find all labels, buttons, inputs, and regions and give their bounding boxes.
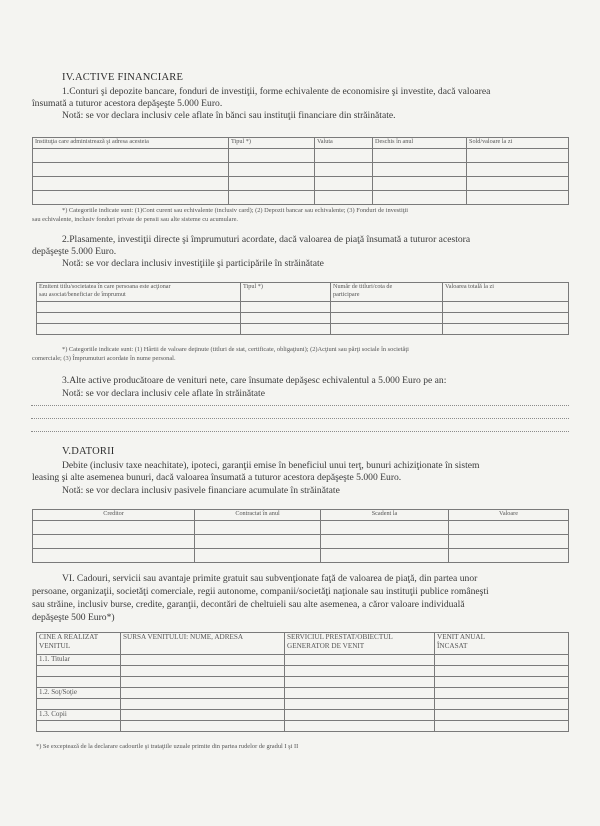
header-line: VENITUL <box>39 642 71 650</box>
row-label-spouse: 1.2. Soţ/Soţie <box>37 688 121 699</box>
table-row <box>37 666 569 677</box>
row-label-children: 1.3. Copii <box>37 710 121 721</box>
section-4-paragraph-3-note: Notă: se vor declara inclusiv cele aflate în străinătate <box>62 388 265 399</box>
header-line: GENERATOR DE VENIT <box>287 642 365 650</box>
table-header-value: Valoarea totală la zi <box>443 283 569 302</box>
header-line: ÎNCASAT <box>437 642 468 650</box>
table-header: Creditor <box>33 510 195 521</box>
table-header: Sold/valoare la zi <box>467 138 569 149</box>
debts-table <box>32 509 569 563</box>
table-header-type: Tipul *) <box>241 283 331 302</box>
section-6-line-2: persoane, organizaţii, societăţi comerciale, regii autonome, companii/societăţi naţionale sau instituţii publice româneşti <box>32 586 489 597</box>
section-5-note: Notă: se vor declara inclusiv pasivele financiare acumulate în străinătate <box>62 485 340 496</box>
section-4-paragraph-2-note: Notă: se vor declara inclusiv investiţiile şi participările în străinătate <box>62 258 324 269</box>
section-5-line-1: Debite (inclusiv taxe neachitate), ipoteci, garanţii emise în beneficiul unui terţ, bunuri achiziţionate în sistem <box>62 460 480 471</box>
section-4-heading: IV.ACTIVE FINANCIARE <box>62 72 184 83</box>
header-line: Număr de titluri/cota de <box>333 283 393 290</box>
header-line: participare <box>333 290 360 298</box>
dotted-fill-line <box>31 418 569 419</box>
table-header: Deschis în anul <box>373 138 467 149</box>
header-line: SERVICIUL PRESTAT/OBIECTUL <box>287 633 393 641</box>
table-row <box>33 177 569 191</box>
table-header-income <box>435 633 569 655</box>
dotted-fill-line <box>31 431 569 432</box>
table-header-recipient <box>37 633 121 655</box>
table-row <box>37 699 569 710</box>
table-row <box>33 163 569 177</box>
table-row <box>37 302 569 313</box>
bank-accounts-table <box>32 137 569 205</box>
table-header: Valoare <box>449 510 569 521</box>
table-row <box>33 149 569 163</box>
section-5-heading: V.DATORII <box>62 446 115 457</box>
section-4-paragraph-1-note: Notă: se vor declara inclusiv cele aflate în bănci sau instituţii financiare din străinătate. <box>62 110 396 121</box>
table-row <box>37 313 569 324</box>
table-header-issuer <box>37 283 241 302</box>
row-label-titular: 1.1. Titular <box>37 655 121 666</box>
table-2-footnote-line-2: comerciale; (3) Împrumuturi acordate în nume personal. <box>32 355 176 362</box>
table-2-footnote-line-1: *) Categoriile indicate sunt: (1) Hârtii de valoare deţinute (titluri de stat, certificate, obligaţiuni); (2)Acţiuni sau părţi sociale în societăţi <box>62 346 409 353</box>
section-4-paragraph-1-line-1: 1.Conturi şi depozite bancare, fonduri de investiţii, forme echivalente de economisire şi investite, dacă valoarea <box>62 86 491 97</box>
table-header-shares <box>331 283 443 302</box>
table-row <box>33 191 569 205</box>
table-row <box>33 535 569 549</box>
table-header: Tipul *) <box>229 138 315 149</box>
table-row <box>37 710 569 721</box>
table-row <box>37 721 569 732</box>
table-row <box>33 521 569 535</box>
section-4-paragraph-2-line-1: 2.Plasamente, investiţii directe şi împrumuturi acordate, dacă valoarea de piaţă însumată a tuturor acestora <box>62 234 471 245</box>
table-row <box>33 549 569 563</box>
table-header-source: SURSA VENITULUI: NUME, ADRESA <box>121 633 285 655</box>
header-line: Emitent titlu/societatea în care persoana este acţionar <box>39 283 171 290</box>
header-line: sau asociat/beneficiar de împrumut <box>39 290 126 298</box>
section-6-line-3: sau străine, inclusiv burse, credite, garanţii, decontări de cheltuieli sau alte asemenea, a căror valoare individuală <box>32 599 465 610</box>
section-6-line-4: depăşeşte 500 Euro*) <box>32 612 115 623</box>
table-row <box>37 677 569 688</box>
table-header: Contractat în anul <box>195 510 321 521</box>
table-header: Valuta <box>315 138 373 149</box>
section-5-line-2: leasing şi alte asemenea bunuri, dacă valoarea însumată a tuturor acestora depăşeşte 5.000 Euro. <box>32 472 402 483</box>
table-row <box>37 655 569 666</box>
section-4-paragraph-3-line-1: 3.Alte active producătoare de venituri nete, care însumate depăşesc echivalentul a 5.000 Euro pe an: <box>62 375 447 386</box>
table-1-footnote-line-1: *) Categoriile indicate sunt: (1)Cont curent sau echivalente (inclusiv card); (2) Depozit bancar sau echivalente; (3) Fonduri de investiţii <box>62 207 409 214</box>
investments-table <box>36 282 569 335</box>
table-1-footnote-line-2: sau echivalente, inclusiv fonduri private de pensii sau alte sisteme cu acumulare. <box>32 216 239 223</box>
section-4-paragraph-2-line-2: depăşeşte 5.000 Euro. <box>32 246 117 257</box>
header-line: VENIT ANUAL <box>437 633 485 641</box>
table-row <box>37 324 569 335</box>
table-row <box>37 688 569 699</box>
gifts-table <box>36 632 569 732</box>
section-6-footnote: *) Se exceptează de la declarare cadourile şi trataţiile uzuale primite din partea rudelor de gradul I şi II <box>36 743 299 750</box>
table-header-service <box>285 633 435 655</box>
section-4-paragraph-1-line-2: însumată a tuturor acestora depăşeşte 5.000 Euro. <box>32 98 223 109</box>
header-line: CINE A REALIZAT <box>39 633 99 641</box>
table-header: Scadent la <box>321 510 449 521</box>
section-6-line-1: VI. Cadouri, servicii sau avantaje primite gratuit sau subvenţionate faţă de valoarea de piaţă, din partea unor <box>62 573 478 584</box>
table-header: Instituţia care administrează şi adresa acesteia <box>33 138 229 149</box>
dotted-fill-line <box>31 405 569 406</box>
